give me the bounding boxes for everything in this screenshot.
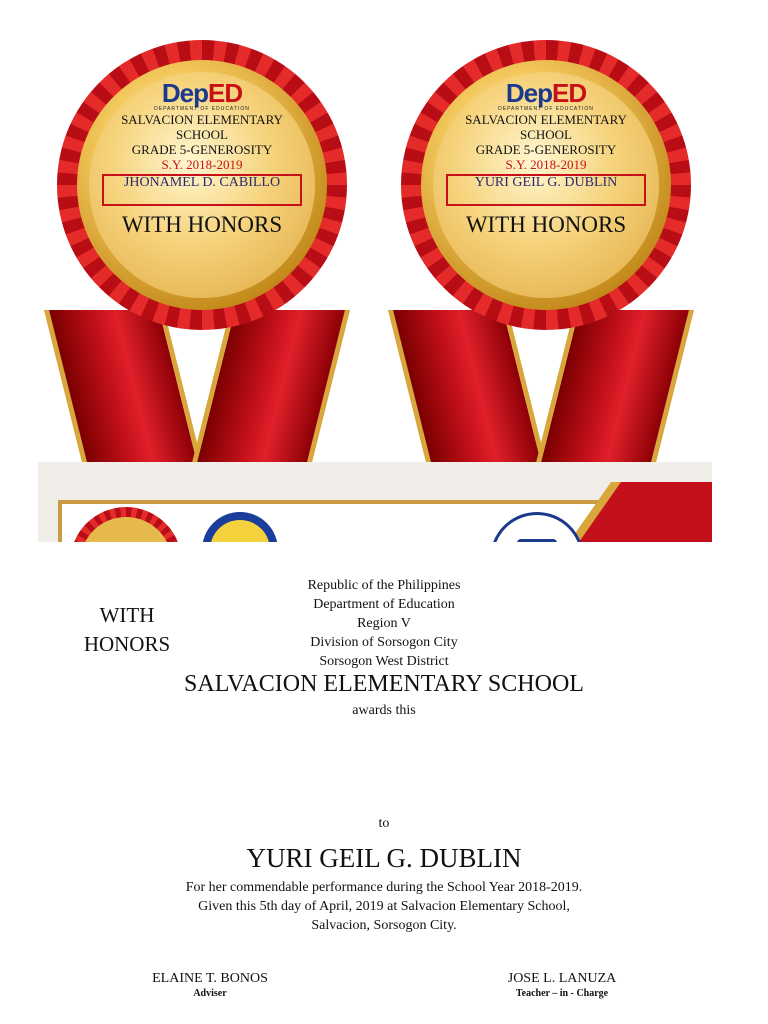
signatory-adviser <box>110 969 310 999</box>
signatory-title: Teacher – in - Charge <box>515 988 609 999</box>
medal-rosette-1 <box>32 30 372 460</box>
medal-grade: GRADE 5-GENEROSITY <box>131 142 273 157</box>
medal-name: YURI GEIL G. DUBLIN <box>474 175 618 190</box>
award-title-line2: HONORS <box>83 632 171 656</box>
medal-award: WITH HONORS <box>465 212 627 237</box>
header-line: Division of Sorsogon City <box>310 635 458 650</box>
deped-logo: DepED <box>505 78 587 108</box>
certificate-header <box>184 576 584 671</box>
medal-rosette-2 <box>376 30 716 460</box>
award-title-line1: WITH <box>99 603 155 627</box>
medal-school-line1: SALVACION ELEMENTARY <box>121 112 283 127</box>
medal-school-line1: SALVACION ELEMENTARY <box>465 112 627 127</box>
medal-name: JHONAMEL D. CABILLO <box>123 175 281 190</box>
certificate-preview-strip <box>38 462 712 542</box>
to-text: to <box>378 816 390 831</box>
signatory-name: ELAINE T. BONOS <box>152 971 268 986</box>
school-name: SALVACION ELEMENTARY SCHOOL <box>184 671 584 697</box>
medal-school-line2: SCHOOL <box>519 127 572 142</box>
awards-this-text: awards this <box>352 703 416 718</box>
medal-name-box <box>102 174 302 206</box>
medal-school-line2: SCHOOL <box>175 127 228 142</box>
medal-school-year: S.Y. 2018-2019 <box>161 157 243 172</box>
header-line: Sorsogon West District <box>319 654 449 669</box>
header-line: Department of Education <box>313 597 455 612</box>
medal-school-year: S.Y. 2018-2019 <box>505 157 587 172</box>
signatory-teacher-in-charge <box>462 969 662 999</box>
deped-logo-sub: DEPARTMENT OF EDUCATION <box>498 106 594 112</box>
award-title <box>62 601 192 659</box>
medal-text <box>89 72 315 298</box>
certificate-body <box>84 878 684 935</box>
medal-name-box <box>446 174 646 206</box>
body-line: For her commendable performance during the School Year 2018-2019. <box>185 880 583 895</box>
signatory-title: Adviser <box>193 988 227 999</box>
recipient-name: YURI GEIL G. DUBLIN <box>246 843 522 873</box>
deped-logo-sub: DEPARTMENT OF EDUCATION <box>154 106 250 112</box>
deped-logo: DepED <box>161 78 243 108</box>
header-line: Republic of the Philippines <box>307 578 461 593</box>
medal-award: WITH HONORS <box>121 212 283 237</box>
medal-grade: GRADE 5-GENEROSITY <box>475 142 617 157</box>
header-line: Region V <box>357 616 411 631</box>
signatory-name: JOSE L. LANUZA <box>507 971 617 986</box>
body-line: Given this 5th day of April, 2019 at Salvacion Elementary School, <box>198 899 570 914</box>
medal-text <box>433 72 659 298</box>
body-line: Salvacion, Sorsogon City. <box>311 918 457 933</box>
